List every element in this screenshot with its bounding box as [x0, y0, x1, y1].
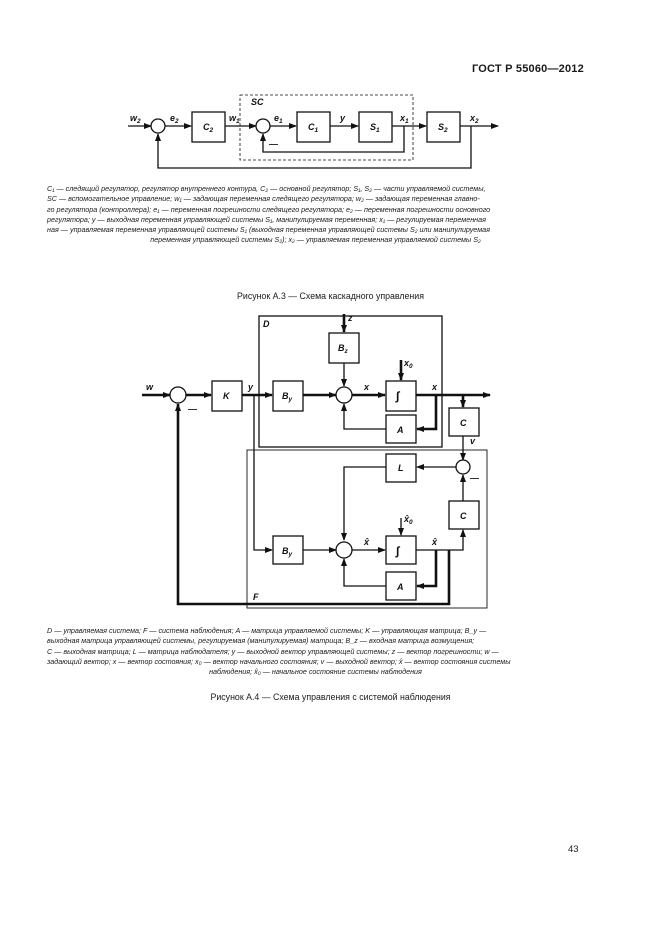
summing-junction-xhat-dot [336, 542, 352, 558]
label-minus-w: — [188, 404, 197, 414]
label-s1: $S_1$ [370, 122, 380, 134]
label-w1: $w_1$ [229, 113, 240, 125]
standard-header: ГОСТ Р 55060—2012 [472, 63, 584, 75]
label-l: L [398, 463, 404, 473]
label-f: F [253, 592, 259, 602]
label-sc: SC [251, 97, 264, 107]
legend-line: переменная управляющей системы S₂); x₂ — управляемая переменная управляемой системы S₂ [150, 235, 481, 245]
label-c-1: C [460, 418, 467, 428]
block-integral-1 [386, 381, 416, 411]
figure-a4-legend [47, 626, 584, 677]
legend-line: ная — управляемая переменная управляющей системы S₁ (выходная переменная управляющей системы S₂ или манипулируемая [47, 225, 490, 235]
label-bz: $B_z$ [338, 343, 348, 355]
legend-line: SC — вспомогательное управление; w₁ — задающая переменная следящего регулятора; w₂ — задающая переменная главно- [47, 194, 480, 204]
legend-line: C — выходная матрица; L — матрица наблюдателя; y — выходной вектор управляющей системы; z — вектор погрешности; w — [47, 646, 499, 656]
label-c2: $C_2$ [203, 122, 214, 134]
label-xhat-dot: x̂ [364, 537, 370, 547]
label-x2: $x_2$ [470, 113, 479, 125]
label-xhat0: $x̂_0$ [404, 514, 413, 526]
legend-line: C₁ — следящий регулятор, регулятор внутреннего контура, C₂ — основной регулятор; S₁, S₂ — части управляемой системы, [47, 184, 486, 193]
figure-a4-caption: Рисунок А.4 — Схема управления с системой наблюдения [210, 692, 451, 702]
label-integral-1: ∫ [396, 389, 400, 403]
label-w2: $w_2$ [130, 113, 141, 125]
label-x-dot: x [364, 382, 370, 392]
label-by-2: $B_y$ [282, 546, 293, 558]
legend-line: наблюдения; x̂₀ — начальное состояние системы наблюдения [209, 667, 422, 677]
page-number: 43 [568, 844, 579, 855]
label-x0: $x_0$ [404, 358, 413, 370]
block-integral-2 [386, 536, 416, 564]
label-d: D [263, 319, 270, 329]
legend-line: го регулятора (контроллера); e₁ — переменная погрешности следящего регулятора; e₂ — переменная погрешности основного [47, 204, 491, 214]
summing-junction-e2 [151, 119, 165, 133]
label-w: w [146, 382, 154, 392]
legend-line: D — управляемая система; F — система наблюдения; A — матрица управляемой системы; K — управляющая матрица; B_y — [47, 626, 487, 635]
label-a-2: A [397, 582, 404, 592]
label-e1: $e_1$ [274, 113, 283, 125]
summing-junction-v [456, 460, 470, 474]
label-k: K [223, 391, 230, 401]
label-xhat: x̂ [432, 537, 438, 547]
label-x1: $x_1$ [400, 113, 409, 125]
label-v: v [470, 436, 476, 446]
summing-junction-x-dot [336, 387, 352, 403]
legend-line: выходная матрица управляющей системы, регулируемая (манипулируемая) матрица; B_z — входная матрица возмущения; [47, 636, 475, 646]
summing-junction-e1 [256, 119, 270, 133]
label-x-out: x [432, 382, 438, 392]
label-z: z [348, 313, 353, 323]
figure-a3-legend [47, 184, 584, 246]
label-integral-2: ∫ [396, 544, 400, 558]
legend-line: регулятора; y — выходная переменная управляющей системы S₁, манипулируемая переменная; x₁ — регулируемая переменная [47, 214, 486, 224]
label-s2: $S_2$ [438, 122, 448, 134]
label-minus-e1: — [269, 139, 278, 149]
label-c1: $C_1$ [308, 122, 319, 134]
label-minus-v: — [470, 473, 479, 483]
figure-a3-caption: Рисунок А.3 — Схема каскадного управления [237, 291, 424, 301]
label-y: y [340, 113, 346, 123]
label-a-1: A [397, 425, 404, 435]
label-y: y [248, 382, 254, 392]
legend-line: задающий вектор; x — вектор состояния; x₀ — вектор начального состояния; v — выходной вектор; x̂ — вектор состояния системы [47, 656, 511, 666]
label-c-2: C [460, 511, 467, 521]
summing-junction-w [170, 387, 186, 403]
label-by-1: $B_y$ [282, 391, 293, 403]
label-e2: $e_2$ [170, 113, 179, 125]
